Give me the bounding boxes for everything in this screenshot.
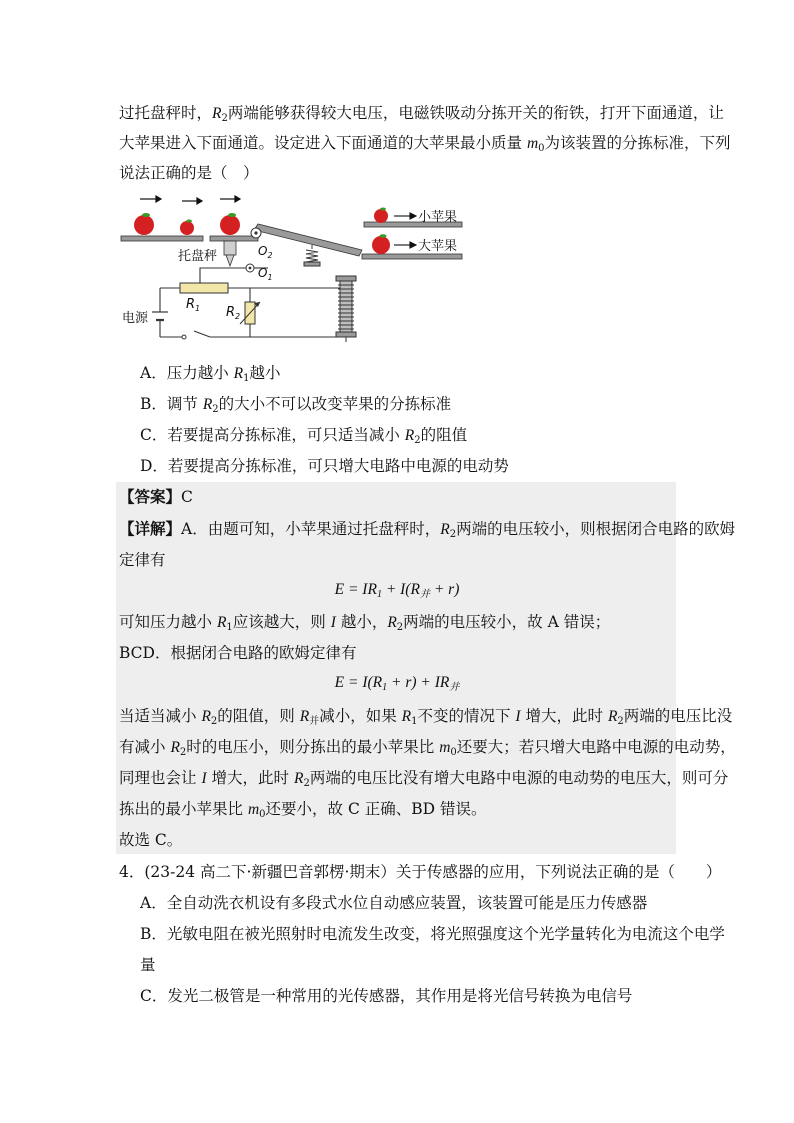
- q4-option-b: B．光敏电阻在被光照射时电流发生改变，将光照强度这个光学量转化为电流这个电学: [140, 925, 725, 943]
- q4-option-a: A．全自动洗衣机设有多段式水位自动感应装置，该装置可能是压力传感器: [140, 894, 648, 912]
- battery-icon: [152, 312, 168, 320]
- spring: [304, 245, 320, 266]
- resistor-r1: [180, 283, 228, 293]
- intro-line-3: 说法正确的是（ ）: [119, 164, 259, 182]
- apple-icon: [134, 213, 154, 235]
- question-4-stem: 4．(23-24 高二下·新疆巴音郭楞·期末）关于传感器的应用，下列说法正确的是（ ）: [119, 863, 722, 881]
- option-c: C．若要提高分拣标准，可只适当减小 $R_2$的阻值: [140, 426, 468, 446]
- detail-line-2: 定律有: [119, 551, 166, 569]
- apple-icon: [220, 213, 240, 235]
- apple-icon: [372, 234, 390, 254]
- label-r1: $R_1$: [186, 297, 201, 313]
- label-scale: 托盘秤: [178, 249, 218, 264]
- detail-line-1: 【详解】A．由题可知，小苹果通过托盘秤时，$R_2$两端的电压较小，则根据闭合电路的欧姆: [119, 519, 736, 540]
- detail-line-8: 拣出的最小苹果比 $m_0$还要小，故 C 正确、BD 错误。: [119, 800, 487, 820]
- equation-1: $E = IR_1 + I(R_并 + r)$: [334, 581, 460, 600]
- label-small-apple: 小苹果: [418, 210, 458, 225]
- detail-line-9: 故选 C。: [119, 831, 183, 849]
- motion-arrows: [140, 196, 240, 204]
- label-o1: $O_1$: [258, 266, 273, 282]
- option-a: A．压力越小 $R_1$越小: [140, 364, 281, 384]
- label-r2: $R_2$: [226, 305, 241, 321]
- apple-icon: [374, 208, 388, 224]
- label-big-apple: 大苹果: [418, 239, 458, 254]
- electromagnet-coil: [336, 276, 356, 342]
- intro-line-2: 大苹果进入下面通道。设定进入下面通道的大苹果最小质量 $m_0$为该装置的分拣标准，下列: [119, 134, 731, 154]
- answer-line: 【答案】C: [119, 487, 193, 506]
- apple-icon: [180, 220, 194, 236]
- sorting-device-figure: [118, 192, 470, 344]
- detail-line-5: 当适当减小 $R_2$的阻值，则 $R_并$减小，如果 $R_1$不变的情况下 I 增大，此时 $R_2$两端的电压比没: [119, 707, 733, 727]
- q4-option-c: C．发光二极管是一种常用的光传感器，其作用是将光信号转换为电信号: [140, 987, 633, 1005]
- detail-line-6: 有减小 $R_2$时的电压小，则分拣出的最小苹果比 $m_0$还要大；若只增大电路中电源的电动势，: [119, 738, 736, 758]
- lower-channel: [362, 254, 462, 259]
- detail-line-4: BCD．根据闭合电路的欧姆定律有: [119, 644, 357, 662]
- label-source: 电源: [122, 311, 149, 326]
- equation-2: $E = I(R_1 + r) + IR_并$: [334, 674, 460, 693]
- option-b: B．调节 $R_2$的大小不可以改变苹果的分拣标准: [140, 395, 452, 415]
- detail-line-7: 同理也会让 I 增大，此时 $R_2$两端的电压比没有增大电路中电源的电动势的电压大，则可分: [119, 769, 729, 789]
- scale-plate: [210, 236, 258, 241]
- q4-option-b-cont: 量: [140, 956, 156, 974]
- detail-line-3: 可知压力越小 $R_1$应该越大，则 I 越小，$R_2$两端的电压较小，故 A 错误；: [119, 613, 611, 633]
- label-o2: $O_2$: [258, 244, 273, 260]
- intro-line-1: 过托盘秤时，$R_2$两端能够获得较大电压，电磁铁吸动分拣开关的衔铁，打开下面通道，让: [119, 104, 724, 124]
- conveyor-plate: [121, 236, 203, 241]
- option-d: D．若要提高分拣标准，可只增大电路中电源的电动势: [140, 457, 509, 475]
